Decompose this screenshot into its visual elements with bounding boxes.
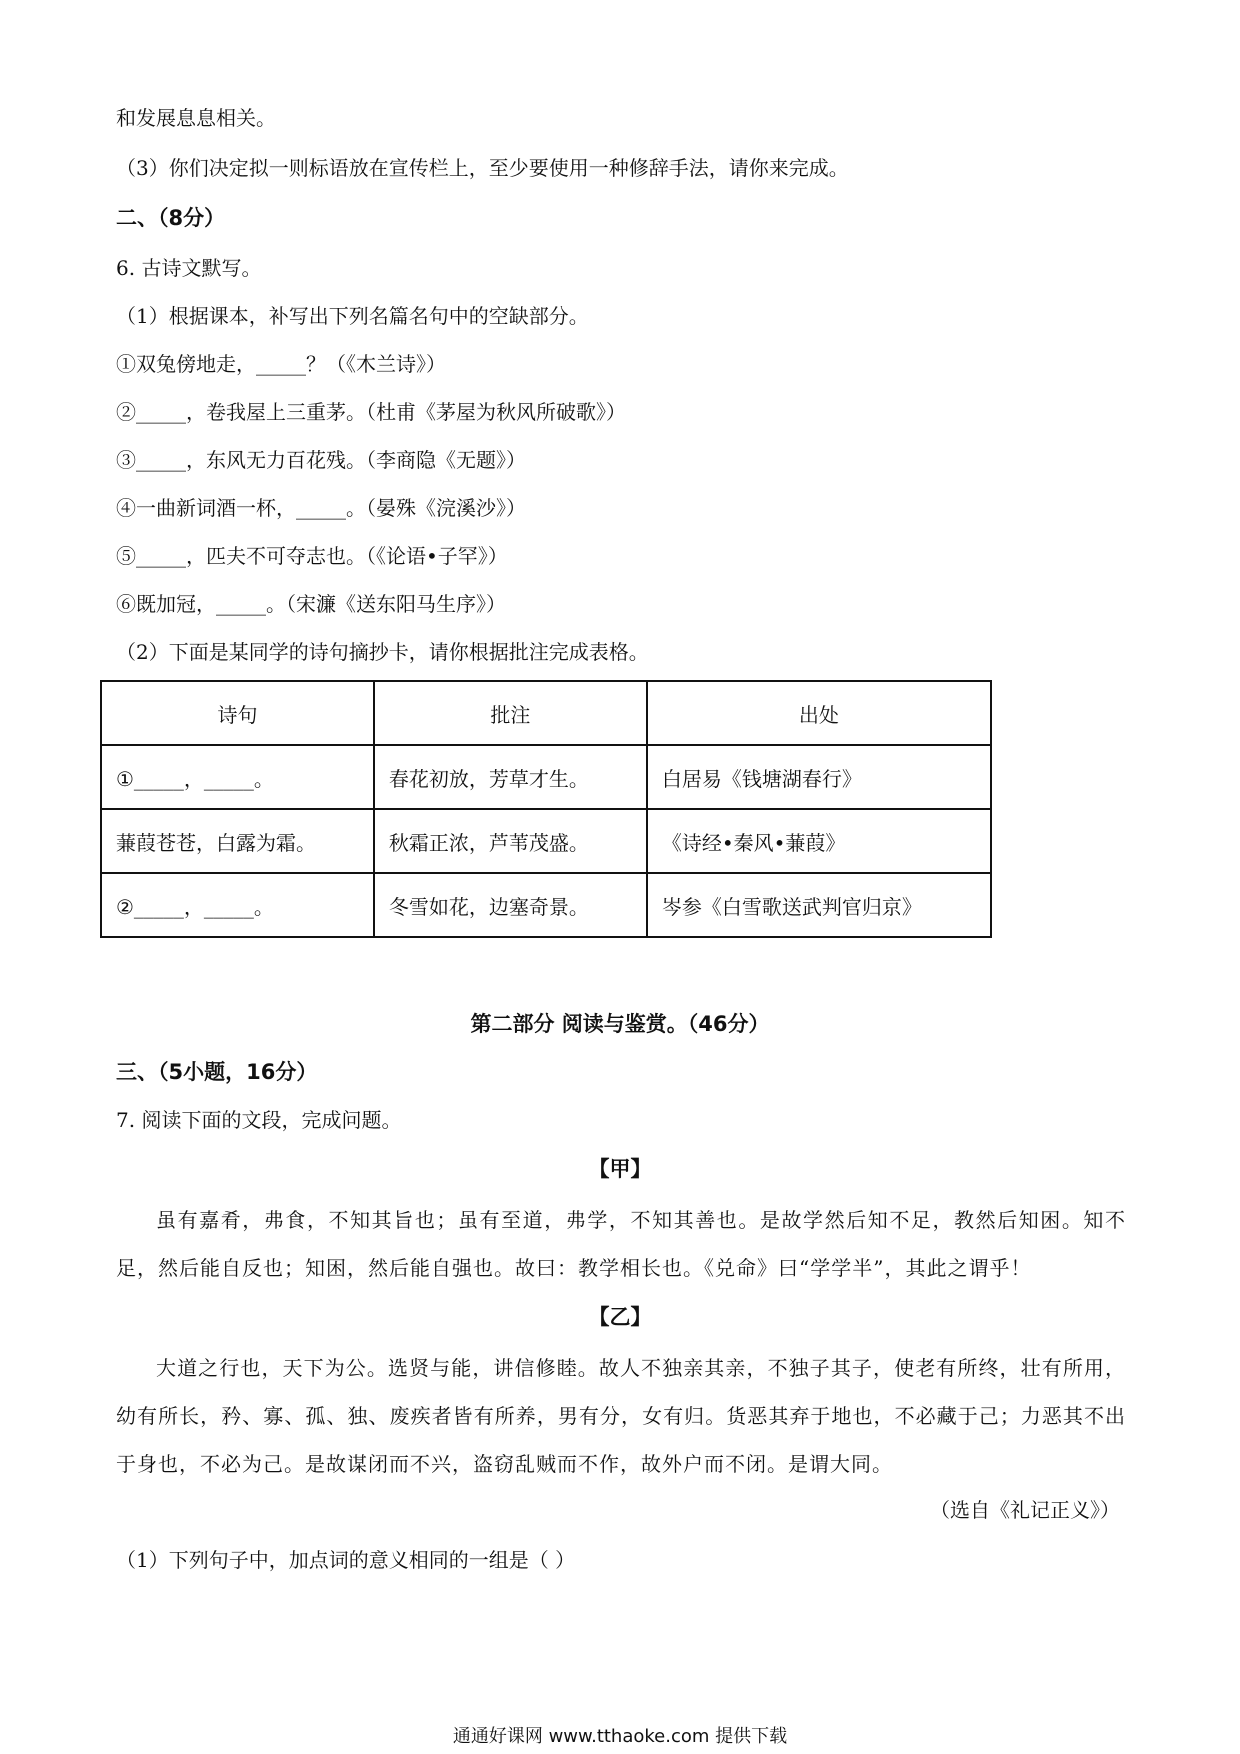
table-cell: 春花初放，芳草才生。 — [374, 745, 647, 809]
section-heading: 二、（8分） — [116, 206, 226, 230]
text-line: （3）你们决定拟一则标语放在宣传栏上，至少要使用一种修辞手法，请你来完成。 — [116, 156, 849, 180]
fill-blank-item: ②_____，卷我屋上三重茅。（杜甫《茅屋为秋风所破歌》） — [116, 400, 626, 424]
fill-blank-item: ①双兔傍地走，_____？（《木兰诗》） — [116, 352, 446, 376]
footer-watermark: 通通好课网 www.tthaoke.com 提供下载 — [452, 1726, 788, 1747]
passage-text: 虽有嘉肴，弗食，不知其旨也；虽有至道，弗学，不知其善也。是故学然后知不足，教然后知困。知不足，然后能自反也；知困，然后能自强也。故曰：教学相长也。《兑命》曰“学学半”，其此之谓乎！ — [116, 1208, 1126, 1280]
table-cell: ①_____，_____。 — [101, 745, 374, 809]
passage-label: 【甲】 — [588, 1157, 652, 1181]
table-cell: 蒹葭苍苍，白露为霜。 — [101, 809, 374, 873]
table-row — [101, 809, 991, 873]
table-cell: 冬雪如花，边塞奇景。 — [374, 873, 647, 937]
column-header: 批注 — [374, 681, 647, 745]
fill-blank-item: ⑥既加冠，_____。（宋濂《送东阳马生序》） — [116, 592, 506, 616]
table-row — [101, 745, 991, 809]
fill-blank-item: ⑤_____，匹夫不可夺志也。（《论语•子罕》） — [116, 544, 508, 568]
question-title: 7. 阅读下面的文段，完成问题。 — [116, 1108, 402, 1132]
passage-text: 大道之行也，天下为公。选贤与能，讲信修睦。故人不独亲其亲，不独子其子，使老有所终，壮有所用，幼有所长，矜、寡、孤、独、废疾者皆有所养，男有分，女有归。货恶其弃于地也，不必藏于己；力恶其不出于身也，不必为己。是故谋闭而不兴，盗窃乱贼而不作，故外户而不闭。是谓大同。 — [116, 1356, 1126, 1476]
table-cell: 秋霜正浓，芦苇茂盛。 — [374, 809, 647, 873]
table-header-row — [101, 681, 991, 745]
table-row — [101, 873, 991, 937]
part-heading: 第二部分 阅读与鉴赏。（46分） — [470, 1012, 770, 1036]
table-cell: 《诗经•秦风•蒹葭》 — [647, 809, 991, 873]
fill-blank-item: ④一曲新词酒一杯，_____。（晏殊《浣溪沙》） — [116, 496, 526, 520]
question-subtitle: （1）根据课本，补写出下列名篇名句中的空缺部分。 — [116, 304, 589, 328]
section-heading: 三、（5小题，16分） — [116, 1060, 318, 1084]
column-header: 诗句 — [101, 681, 374, 745]
text-line: 和发展息息相关。 — [116, 106, 276, 130]
table-cell: ②_____，_____。 — [101, 873, 374, 937]
fill-blank-item: ③_____，东风无力百花残。（李商隐《无题》） — [116, 448, 526, 472]
table-cell: 白居易《钱塘湖春行》 — [647, 745, 991, 809]
passage-label: 【乙】 — [588, 1305, 652, 1329]
column-header: 出处 — [647, 681, 991, 745]
question-subtitle: （1）下列句子中，加点词的意义相同的一组是（ ） — [116, 1548, 576, 1572]
source-citation: （选自《礼记正义》） — [930, 1498, 1120, 1522]
question-subtitle: （2）下面是某同学的诗句摘抄卡，请你根据批注完成表格。 — [116, 640, 649, 664]
question-title: 6. 古诗文默写。 — [116, 256, 262, 280]
poem-table — [100, 680, 992, 938]
table-cell: 岑参《白雪歌送武判官归京》 — [647, 873, 991, 937]
